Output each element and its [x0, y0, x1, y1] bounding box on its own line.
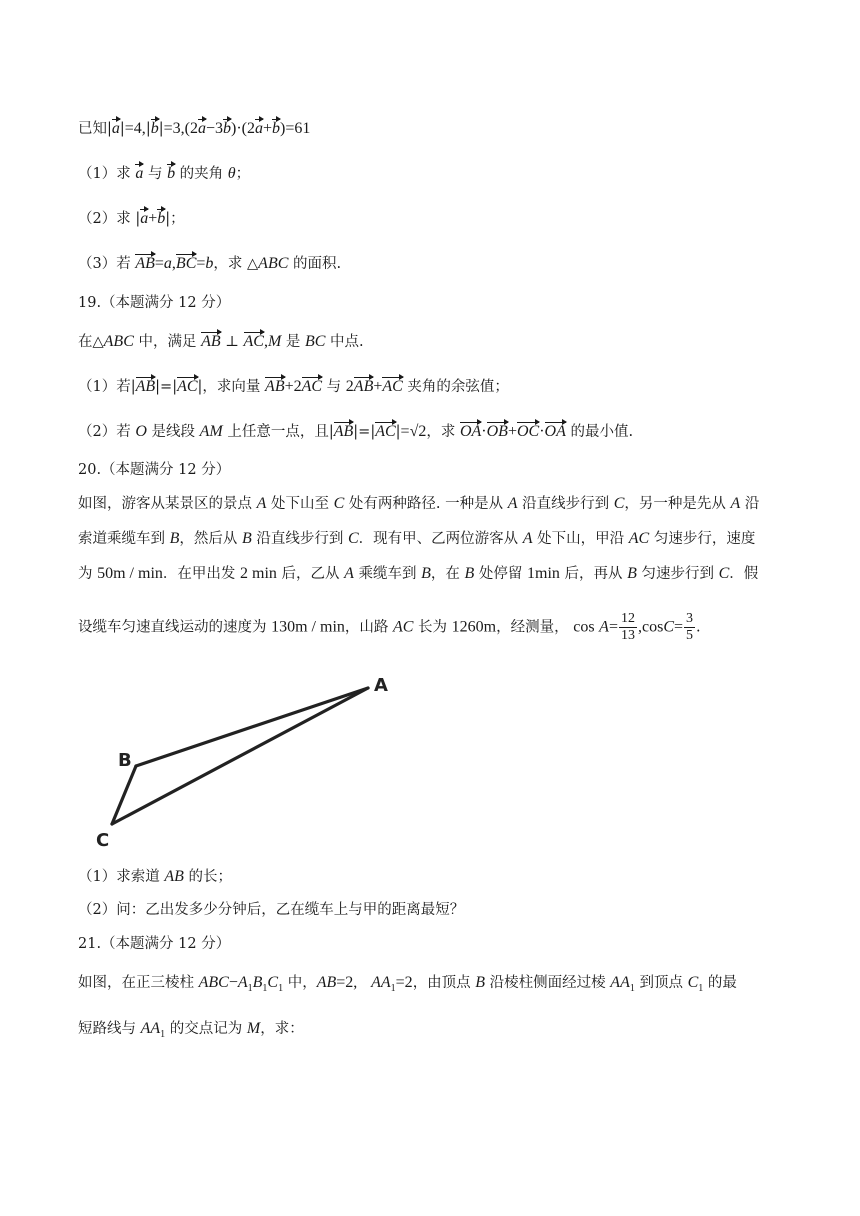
- q21-text-line1: 如图，在正三棱柱 $ABC-A_1B_1C_1$ 中，AB=2, $AA_1=2$，由顶点 B 沿棱柱侧面经过棱 $AA_1$ 到顶点 $C_1$ 的最: [78, 974, 737, 994]
- q19-part1: （1）若|AB|=|AC|，求向量 AB+2AC 与 2AB+AC 夹角的余弦值；: [78, 378, 509, 395]
- q18-part3: （3）若 AB=a,BC=b，求 △ABC 的面积.: [78, 255, 342, 272]
- q21-header: 21.（本题满分 12 分）: [78, 936, 231, 952]
- q20-text-line2: 索道乘缆车到 B，然后从 B 沿直线步行到 C．现有甲、乙两位游客从 A 处下山，甲沿 AC 匀速步行，速度: [78, 530, 756, 547]
- q20-part1: （1）求索道 AB 的长；: [78, 868, 232, 885]
- label-b: B: [118, 750, 132, 771]
- segment-bc: [112, 766, 136, 824]
- label-a: A: [374, 675, 388, 696]
- q18-part2: （2）求 |a+b|；: [78, 210, 185, 227]
- segment-ac: [112, 688, 368, 824]
- q19-header: 19.（本题满分 12 分）: [78, 295, 231, 311]
- q20-header: 20.（本题满分 12 分）: [78, 462, 231, 478]
- q20-part2: （2）问：乙出发多少分钟后，乙在缆车上与甲的距离最短？: [78, 902, 465, 918]
- q18-part1: （1）求 a 与 b 的夹角 θ；: [78, 165, 251, 182]
- q20-text-line3: 为 50m / min．在甲出发 2 min 后，乙从 A 乘缆车到 B，在 B 处停留 1min 后，再从 B 匀速步行到 C．假: [78, 565, 759, 582]
- label-c: C: [96, 830, 110, 851]
- q20-text-line4: 设缆车匀速直线运动的速度为 130m / min，山路 AC 长为 1260m，经测量， cos A= $\frac{12}{13}$ ,cosC= $\frac{3}{5}$ .: [78, 611, 701, 643]
- segment-ab: [136, 688, 368, 766]
- q18-intro: 已知|a|=4,|b|=3,(2a−3b)·(2a+b)=61: [78, 120, 311, 137]
- q19-part2: （2）若 O 是线段 AM 上任意一点，且|AB|=|AC|=√2，求 OA·OB+OC·OA 的最小值.: [78, 423, 634, 440]
- q20-text-line1: 如图，游客从某景区的景点 A 处下山至 C 处有两种路径. 一种是从 A 沿直线步行到 C，另一种是先从 A 沿: [78, 495, 760, 512]
- q19-intro: 在△ABC 中，满足 AB ⊥ AC,M 是 BC 中点.: [78, 333, 364, 350]
- q21-text-line2: 短路线与 $AA_1$ 的交点记为 M，求：: [78, 1020, 304, 1040]
